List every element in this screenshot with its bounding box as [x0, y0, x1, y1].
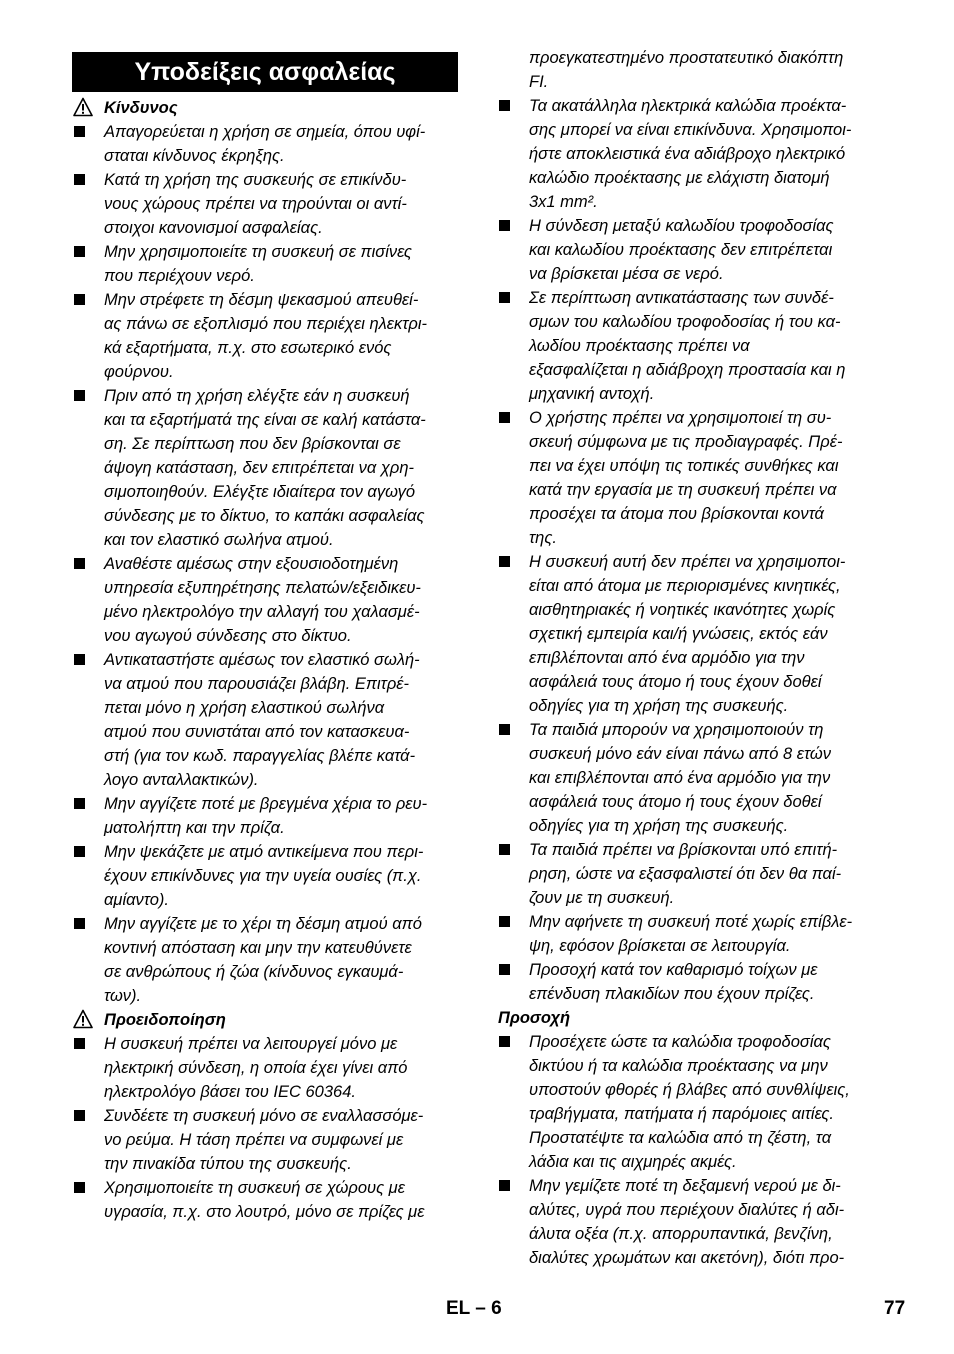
list-item-line: οδηγίες για τη χρήση της συσκευής.	[529, 697, 789, 715]
bullet-icon	[74, 846, 85, 857]
footer-section	[446, 1297, 502, 1321]
list-item-line: δικτύου ή τα καλώδια προέκτασης να μην	[529, 1057, 828, 1075]
list-item-line: τραβήγματα, πατήματα ή παρόμοιες αιτίες.	[529, 1105, 835, 1123]
list-item-line: υγρασία, π.χ. στο λουτρό, μόνο σε πρίζες με	[104, 1203, 425, 1221]
list-item-line: σταται κίνδυνος έκρηξης.	[104, 147, 285, 165]
list-item-line: ασφάλειά τους άτομο ή τους έχουν δοθεί	[529, 673, 822, 691]
list-item-line: στοιχοι κανονισμοί ασφαλείας.	[104, 219, 323, 237]
list-item-line: είται από άτομα με περιορισμένες κινητικές,	[529, 577, 841, 595]
list-item-line: σκευή σύμφωνα με τις προδιαγραφές. Πρέ-	[529, 433, 843, 451]
list-item-line: να ατμού που παρουσιάζει βλάβη. Επιτρέ-	[104, 675, 410, 693]
list-item-line: άλυτα οξέα (π.χ. απορρυπαντικά, βενζίνη,	[529, 1225, 833, 1243]
list-item-line: καλώδιο προέκτασης με ελάχιστη διατομή	[529, 169, 830, 187]
list-item-line: αισθητηριακές ή νοητικές ικανότητες χωρίς	[529, 601, 836, 619]
bullet-icon	[499, 220, 510, 231]
list-item-line: νους χώρους πρέπει να τηρούνται οι αντί-	[104, 195, 407, 213]
list-item-line: της.	[529, 529, 557, 547]
list-item-line: ασφάλειά τους άτομο ή τους έχουν δοθεί	[529, 793, 822, 811]
footer-section-code: EL	[446, 1298, 470, 1319]
list-item-line: Η σύνδεση μεταξύ καλωδίου τροφοδοσίας	[529, 217, 834, 235]
list-item-line: των).	[104, 987, 142, 1005]
list-item-line: φούρνου.	[104, 363, 174, 381]
list-item-line: αμίαντο).	[104, 891, 169, 909]
list-item-line: κατά την εργασία με τη συσκευή πρέπει να	[529, 481, 837, 499]
list-item-line: Τα ακατάλληλα ηλεκτρικά καλώδια προέκτα-	[529, 97, 847, 115]
list-item-line: Μην χρησιμοποιείτε τη συσκευή σε πισίνες	[104, 243, 412, 261]
list-item-line: πεται μόνο η χρήση ελαστικού σωλήνα	[104, 699, 385, 717]
list-item-line: σης μπορεί να είναι επικίνδυνα. Χρησιμοποι-	[529, 121, 852, 139]
bullet-icon	[74, 126, 85, 137]
list-item-line: υποστούν φθορές ή βλάβες από συνθλίψεις,	[529, 1081, 850, 1099]
bullet-icon	[74, 1038, 85, 1049]
bullet-icon	[499, 844, 510, 855]
bullet-icon	[74, 918, 85, 929]
bullet-icon	[499, 412, 510, 423]
list-item-line: Σε περίπτωση αντικατάστασης των συνδέ-	[529, 289, 834, 307]
list-item-line: 3x1 mm².	[529, 193, 598, 211]
continued-line: προεγκατεστημένο προστατευτικό διακόπτη	[529, 49, 844, 67]
warning-triangle-icon	[73, 97, 93, 117]
list-item-line: υπηρεσία εξυπηρέτησης πελατών/εξειδικευ-	[104, 579, 421, 597]
list-item-line: Η συσκευή πρέπει να λειτουργεί μόνο με	[104, 1035, 398, 1053]
list-item-line: επιβλέπονται από ένα αρμόδιο για την	[529, 649, 805, 667]
list-item-line: Μην αφήνετε τη συσκευή ποτέ χωρίς επίβλε-	[529, 913, 853, 931]
list-item-line: Προσοχή κατά τον καθαρισμό τοίχων με	[529, 961, 818, 979]
bullet-icon	[499, 292, 510, 303]
list-item-line: Χρησιμοποιείτε τη συσκευή σε χώρους με	[104, 1179, 405, 1197]
list-item-line: μένο ηλεκτρολόγο την αλλαγή του χαλασμέ-	[104, 603, 420, 621]
list-item-line: Μην ψεκάζετε με ατμό αντικείμενα που περι-	[104, 843, 424, 861]
list-item-line: επένδυση πλακιδίων που έχουν πρίζες.	[529, 985, 815, 1003]
bullet-icon	[74, 558, 85, 569]
bullet-icon	[74, 246, 85, 257]
list-item-line: κά εξαρτήματα, π.χ. στο εσωτερικό ενός	[104, 339, 392, 357]
list-item-line: προσέχει τα άτομα που βρίσκονται κοντά	[529, 505, 824, 523]
list-item-line: και καλωδίου προέκτασης δεν επιτρέπεται	[529, 241, 833, 259]
list-item-line: Τα παιδιά μπορούν να χρησιμοποιούν τη	[529, 721, 824, 739]
bullet-icon	[74, 174, 85, 185]
bullet-icon	[74, 798, 85, 809]
list-item-line: ηλεκτρική σύνδεση, η οποία έχει γίνει από	[104, 1059, 408, 1077]
list-item-line: Αντικαταστήστε αμέσως τον ελαστικό σωλή-	[104, 651, 420, 669]
list-item-line: ατμού που συνιστάται από τον κατασκευα-	[104, 723, 410, 741]
warning-heading: Προειδοποίηση	[104, 1011, 226, 1029]
list-item-line: Πριν από τη χρήση ελέγξτε εάν η συσκευή	[104, 387, 410, 405]
list-item-line: και τα εξαρτήματά της είναι σε καλή κατάστα-	[104, 411, 426, 429]
list-item-line: Τα παιδιά πρέπει να βρίσκονται υπό επιτή-	[529, 841, 838, 859]
list-item-line: Η συσκευή αυτή δεν πρέπει να χρησιμοποι-	[529, 553, 846, 571]
list-item-line: έχουν επικίνδυνες για την υγεία ουσίες (π.χ.	[104, 867, 422, 885]
list-item-line: ψη, εφόσον βρίσκεται σε λειτουργία.	[529, 937, 791, 955]
warning-triangle-icon	[73, 1009, 93, 1029]
list-item-line: άψογη κατάσταση, δεν επιτρέπεται να χρη-	[104, 459, 415, 477]
list-item-line: νο ρεύμα. Η τάση πρέπει να συμφωνεί με	[104, 1131, 404, 1149]
list-item-line: Μην στρέφετε τη δέσμη ψεκασμού απευθεί-	[104, 291, 419, 309]
list-item-line: ση. Σε περίπτωση που δεν βρίσκονται σε	[104, 435, 401, 453]
list-item-line: εξασφαλίζεται η αδιάβροχη προστασία και η	[529, 361, 846, 379]
footer-section-page: 6	[491, 1298, 502, 1319]
list-item-line: συσκευή μόνο εάν είναι πάνω από 8 ετών	[529, 745, 832, 763]
list-item-line: ματολήπτη και την πρίζα.	[104, 819, 285, 837]
list-item-line: Απαγορεύεται η χρήση σε σημεία, όπου υφί-	[104, 123, 426, 141]
bullet-icon	[74, 390, 85, 401]
list-item-line: λογο ανταλλακτικών).	[104, 771, 259, 789]
bullet-icon	[74, 1182, 85, 1193]
list-item-line: αλύτες, υγρά που περιέχουν διαλύτες ή αδι-	[529, 1201, 845, 1219]
bullet-icon	[499, 1180, 510, 1191]
list-item-line: ήστε αποκλειστικά ένα αδιάβροχο ηλεκτρικό	[529, 145, 846, 163]
bullet-icon	[499, 100, 510, 111]
list-item-line: Μην αγγίζετε ποτέ με βρεγμένα χέρια το ρευ-	[104, 795, 428, 813]
bullet-icon	[74, 654, 85, 665]
list-item-line: Ο χρήστης πρέπει να χρησιμοποιεί τη συ-	[529, 409, 832, 427]
page-number: 77	[884, 1298, 906, 1319]
list-item-line: σχετική εμπειρία και/ή γνώσεις, εκτός εάν	[529, 625, 828, 643]
list-item-line: Συνδέετε τη συσκευή μόνο σε εναλλασσόμε-	[104, 1107, 424, 1125]
danger-heading: Κίνδυνος	[104, 99, 178, 117]
bullet-icon	[499, 556, 510, 567]
list-item-line: και τον ελαστικό σωλήνα ατμού.	[104, 531, 334, 549]
bullet-icon	[499, 916, 510, 927]
list-item-line: διαλύτες χρωμάτων και ακετόνη), διότι προ-	[529, 1249, 845, 1267]
list-item-line: νου αγωγού σύνδεσης στο δίκτυο.	[104, 627, 352, 645]
list-item-line: οδηγίες για τη χρήση της συσκευής.	[529, 817, 789, 835]
continued-line: FI.	[529, 73, 549, 91]
list-item-line: σιμοποιηθούν. Ελέγξτε ιδιαίτερα τον αγωγό	[104, 483, 416, 501]
list-item-line: πει να έχει υπόψη τις τοπικές συνθήκες και	[529, 457, 839, 475]
list-item-line: ας πάνω σε εξοπλισμό που περιέχει ηλεκτρι-	[104, 315, 428, 333]
list-item-line: Αναθέστε αμέσως στην εξουσιοδοτημένη	[104, 555, 399, 573]
bullet-icon	[499, 964, 510, 975]
list-item-line: Μην αγγίζετε με το χέρι τη δέσμη ατμού από	[104, 915, 422, 933]
list-item-line: την πινακίδα τύπου της συσκευής.	[104, 1155, 352, 1173]
list-item-line: ζουν με τη συσκευή.	[529, 889, 675, 907]
list-item-line: σε ανθρώπους ή ζώα (κίνδυνος εγκαυμά-	[104, 963, 404, 981]
list-item-line: που περιέχουν νερό.	[104, 267, 255, 285]
bullet-icon	[499, 1036, 510, 1047]
list-item-line: λάδια και τις αιχμηρές ακμές.	[529, 1153, 737, 1171]
list-item-line: Μην γεμίζετε ποτέ τη δεξαμενή νερού με δι-	[529, 1177, 841, 1195]
list-item-line: και επιβλέπονται από ένα αρμόδιο για την	[529, 769, 831, 787]
list-item-line: σμων του καλωδίου τροφοδοσίας ή του κα-	[529, 313, 841, 331]
list-item-line: ηλεκτρολόγο βάσει του IEC 60364.	[104, 1083, 356, 1101]
list-item-line: ρηση, ώστε να εξασφαλιστεί ότι δεν θα παί-	[529, 865, 842, 883]
list-item-line: λωδίου προέκτασης πρέπει να	[529, 337, 750, 355]
bullet-icon	[499, 724, 510, 735]
list-item-line: να βρίσκεται μέσα σε νερό.	[529, 265, 724, 283]
list-item-line: Κατά τη χρήση της συσκευής σε επικίνδυ-	[104, 171, 407, 189]
list-item-line: μηχανική αντοχή.	[529, 385, 655, 403]
list-item-line: Προστατέψτε τα καλώδια από τη ζέστη, τα	[529, 1129, 832, 1147]
list-item-line: Προσέχετε ώστε τα καλώδια τροφοδοσίας	[529, 1033, 831, 1051]
list-item-line: στή (για τον κωδ. παραγγελίας βλέπε κατά-	[104, 747, 416, 765]
caution-heading: Προσοχή	[498, 1009, 571, 1027]
page-title: Υποδείξεις ασφαλείας	[72, 52, 458, 92]
list-item-line: κοντινή απόσταση και μην την κατευθύνετε	[104, 939, 412, 957]
list-item-line: σύνδεσης με το δίκτυο, το καπάκι ασφαλείας	[104, 507, 425, 525]
bullet-icon	[74, 294, 85, 305]
bullet-icon	[74, 1110, 85, 1121]
footer-separator: –	[475, 1298, 486, 1319]
